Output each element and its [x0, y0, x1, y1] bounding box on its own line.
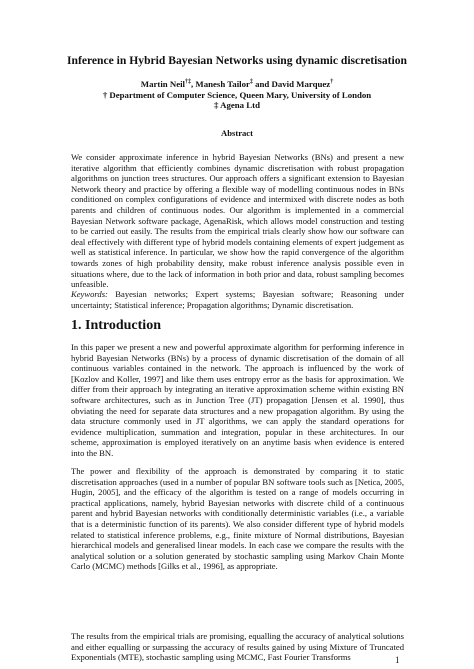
author-affiliation-mark: †: [330, 79, 334, 86]
paper-title: Inference in Hybrid Bayesian Networks using dynamic discretisation: [67, 54, 407, 67]
author-affiliation-mark: ‡: [249, 79, 253, 86]
author-name: , Manesh Tailor: [191, 79, 250, 89]
body-paragraph: In this paper we present a new and powerful approximate algorithm for performing inference in hybrid Bayesian Networks (BNs) by a process of dynamic discretisation of the domain of all continuous variables contained in the network. The approach is influenced by the work of [Kozlov and Koller, 1997] and like them uses entropy error as the basis for approximation. We differ from their approach by integrating an iterative approximation scheme within existing BN software architectures, such as in Junction Tree (JT) propagation [Jensen et al. 1990], thus obviating the need for separate data structures and a new propagation algorithm. By using the data structure commonly used in JT algorithms, we can apply the standard operations for evidence multiplication, summation and integration, popular in these architectures. In our scheme, approximation is employed iteratively on an anytime basis when evidence is entered into the BN.: [71, 342, 404, 458]
author-block: [0, 79, 474, 111]
author-name: Martin Neil: [140, 79, 185, 89]
affiliation-line: ‡ Agena Ltd: [214, 100, 260, 110]
page-number: 1: [395, 655, 400, 665]
keywords-label: Keywords:: [71, 289, 108, 299]
keywords-text: Bayesian networks; Expert systems; Bayesian software; Reasoning under uncertainty; Statistical inference; Propagation algorithms; Dynamic discretisation.: [71, 289, 404, 310]
author-name: and David Marquez: [252, 79, 331, 89]
section-heading: 1. Introduction: [71, 318, 161, 333]
body-paragraph: The results from the empirical trials are promising, equalling the accuracy of analytical solutions and either equalling or surpassing the accuracy of results gained by using Mixture of Truncated Exponentials (MTE), stochastic sampling using MCMC, Fast Fourier Transforms: [71, 631, 404, 663]
author-names: [0, 79, 474, 90]
affiliation-line: † Department of Computer Science, Queen Mary, University of London: [102, 89, 372, 100]
author-affiliation-mark: †‡: [185, 79, 191, 86]
abstract-text: We consider approximate inference in hybrid Bayesian Networks (BNs) and present a new iterative algorithm that efficiently combines dynamic discretisation with robust propagation algorithms on junction trees structures. Our approach offers a significant extension to Bayesian Network theory and practice by offering a flexible way of modelling continuous nodes in BNs conditioned on complex configurations of evidence and intermixed with discrete nodes as both parents and children of continuous nodes. Our algorithm is implemented in a commercial Bayesian Network software package, AgenaRisk, which allows model construction and testing to be carried out easily. The results from the empirical trials clearly show how our software can deal effectively with different type of hybrid models containing elements of expert judgement as well as statistical inference. In particular, we show how the rapid convergence of the algorithm towards zones of high probability density, make robust inference analysis possible even in situations where, due to the lack of information in both prior and data, robust sampling becomes unfeasible.: [71, 152, 404, 290]
abstract-heading: Abstract: [221, 128, 253, 138]
body-paragraph: The power and flexibility of the approach is demonstrated by comparing it to static discretisation approaches (used in a number of popular BN software tools such as [Netica, 2005, Hugin, 2005], and the efficacy of the algorithm is tested on a range of models occurring in practical applications, namely, hybrid Bayesian networks with discrete child of a continuous parent and hybrid Bayesian networks with conditionally deterministic variables (i.e., a variable that is a deterministic function of its parents). We also consider different type of hybrid models related to statistical inference problems, e.g., finite mixture of Normal distributions, Bayesian hierarchical models and generalised linear models. In each case we compare the results with the analytical solution or a solution generated by stochastic sampling using Markov Chain Monte Carlo (MCMC) methods [Gilks et al., 1996], as appropriate.: [71, 466, 404, 572]
keywords: [71, 289, 404, 310]
